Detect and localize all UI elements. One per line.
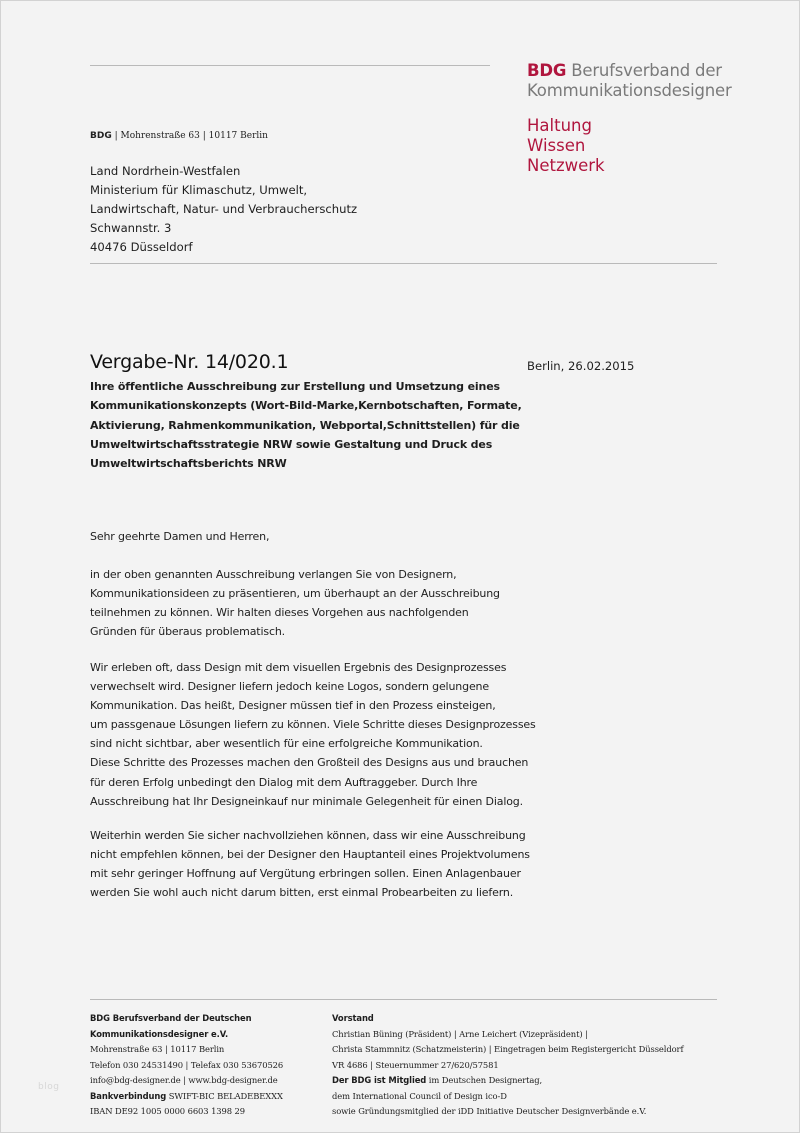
footer-registry: VR 4686 | Steuernummer 27/620/57581 bbox=[332, 1059, 499, 1070]
subject-line: Aktivierung, Rahmenkommunikation, Webportal,Schnittstellen) für die bbox=[90, 418, 520, 432]
header-divider bbox=[90, 65, 490, 66]
subject-line: Umweltwirtschaftsstrategie NRW sowie Gestaltung und Druck des bbox=[90, 437, 493, 451]
tagline-item: Haltung bbox=[527, 116, 592, 135]
footer-address: Mohrenstraße 63 | 10117 Berlin bbox=[90, 1044, 225, 1054]
footer-bank bbox=[90, 1089, 283, 1105]
paragraph-line: für deren Erfolg unbedingt den Dialog mit dem Auftraggeber. Durch Ihre bbox=[90, 775, 478, 789]
footer-member-rest: im Deutschen Designertag, bbox=[426, 1075, 543, 1085]
footer-member-label: Der BDG ist Mitglied bbox=[332, 1075, 427, 1085]
watermark: blog bbox=[38, 1082, 60, 1092]
recipient-line: Land Nordrhein-Westfalen bbox=[90, 164, 241, 178]
paragraph-line: um passgenaue Lösungen liefern zu können. Viele Schritte dieses Designprozesses bbox=[90, 718, 536, 732]
brand-name-line1: Berufsverband der bbox=[571, 61, 722, 80]
subject-line: Umweltwirtschaftsberichts NRW bbox=[90, 457, 287, 471]
salutation bbox=[90, 527, 269, 546]
recipient-line: 40476 Düsseldorf bbox=[90, 240, 193, 254]
footer-member-line: dem International Council of Design ico-D bbox=[332, 1090, 507, 1101]
recipient-address bbox=[90, 162, 357, 257]
footer-divider bbox=[90, 999, 717, 1000]
body-paragraph-1 bbox=[90, 565, 500, 641]
paragraph-line: sind nicht sichtbar, aber wesentlich für eine erfolgreiche Kommunikation. bbox=[90, 737, 483, 751]
paragraph-line: Kommunikationsideen zu präsentieren, um überhaupt an der Ausschreibung bbox=[90, 587, 500, 601]
footer-phone: Telefon 030 24531490 | Telefax 030 53670526 bbox=[90, 1059, 284, 1070]
footer-org-line2: Kommunikationsdesigner e.V. bbox=[90, 1028, 229, 1039]
footer-board-line: Christa Stammnitz (Schatzmeisterin) | Eingetragen beim Registergericht Düsseldorf bbox=[332, 1044, 684, 1054]
brand-abbr: BDG bbox=[527, 61, 567, 80]
subject-title: Vergabe-Nr. 14/020.1 bbox=[90, 351, 289, 373]
sender-address: | Mohrenstraße 63 | 10117 Berlin bbox=[111, 131, 268, 141]
paragraph-line: Ausschreibung hat Ihr Designeinkauf nur minimale Gelegenheit für einen Dialog. bbox=[90, 794, 523, 808]
sender-line bbox=[90, 131, 268, 141]
footer-web: info@bdg-designer.de | www.bdg-designer.de bbox=[90, 1075, 278, 1085]
subject-description bbox=[90, 377, 522, 473]
subject-line: Kommunikationskonzepts (Wort-Bild-Marke,Kernbotschaften, Formate, bbox=[90, 399, 522, 413]
recipient-line: Landwirtschaft, Natur- und Verbraucherschutz bbox=[90, 202, 358, 216]
paragraph-line: Kommunikation. Das heißt, Designer müssen tief in den Prozess einsteigen, bbox=[90, 699, 496, 713]
paragraph-line: teilnehmen zu können. Wir halten dieses Vorgehen aus nachfolgenden bbox=[90, 606, 469, 620]
body-paragraph-3 bbox=[90, 826, 530, 902]
footer-board-line: Christian Büning (Präsident) | Arne Leichert (Vizepräsident) | bbox=[332, 1028, 588, 1039]
footer-bank-swift: SWIFT-BIC BELADEBEXXX bbox=[166, 1090, 283, 1101]
brand-tagline bbox=[527, 116, 605, 176]
subject-line: Ihre öffentliche Ausschreibung zur Erstellung und Umsetzung eines bbox=[90, 380, 500, 393]
footer-board bbox=[332, 1011, 683, 1120]
recipient-line: Ministerium für Klimaschutz, Umwelt, bbox=[90, 183, 308, 197]
footer-member-line: sowie Gründungsmitglied der iDD Initiative Deutscher Designverbände e.V. bbox=[332, 1106, 647, 1116]
body-paragraph-2 bbox=[90, 658, 536, 811]
brand-logo bbox=[527, 61, 732, 101]
paragraph-line: nicht empfehlen können, bei der Designer den Hauptanteil eines Projektvolumens bbox=[90, 848, 530, 862]
paragraph-line: Diese Schritte des Prozesses machen den Großteil des Designs aus und brauchen bbox=[90, 756, 529, 770]
address-divider bbox=[90, 263, 717, 264]
sender-abbr: BDG bbox=[90, 131, 112, 141]
tagline-item: Netzwerk bbox=[527, 156, 605, 175]
letter-date: Berlin, 26.02.2015 bbox=[527, 359, 635, 373]
footer-membership bbox=[332, 1073, 683, 1089]
paragraph-line: Gründen für überaus problematisch. bbox=[90, 625, 286, 639]
brand-name-line2: Kommunikationsdesigner bbox=[527, 81, 732, 100]
footer-contact bbox=[90, 1011, 283, 1120]
paragraph-line: in der oben genannten Ausschreibung verlangen Sie von Designern, bbox=[90, 568, 457, 581]
paragraph-line: werden Sie wohl auch nicht darum bitten, erst einmal Probearbeiten zu liefern. bbox=[90, 886, 514, 900]
paragraph-line: mit sehr geringer Hoffnung auf Vergütung erbringen sollen. Einen Anlagenbauer bbox=[90, 867, 521, 881]
paragraph-line: verwechselt wird. Designer liefern jedoch keine Logos, sondern gelungene bbox=[90, 680, 489, 694]
recipient-line: Schwannstr. 3 bbox=[90, 221, 172, 235]
tagline-item: Wissen bbox=[527, 136, 586, 155]
footer-org-line1: BDG Berufsverband der Deutschen bbox=[90, 1013, 252, 1023]
footer-bank-label: Bankverbindung bbox=[90, 1090, 167, 1101]
footer-board-heading: Vorstand bbox=[332, 1013, 374, 1023]
paragraph-line: Weiterhin werden Sie sicher nachvollziehen können, dass wir eine Ausschreibung bbox=[90, 829, 526, 842]
footer-iban: IBAN DE92 1005 0000 6603 1398 29 bbox=[90, 1106, 246, 1116]
salutation-text: Sehr geehrte Damen und Herren, bbox=[90, 530, 270, 543]
paragraph-line: Wir erleben oft, dass Design mit dem visuellen Ergebnis des Designprozesses bbox=[90, 661, 507, 674]
